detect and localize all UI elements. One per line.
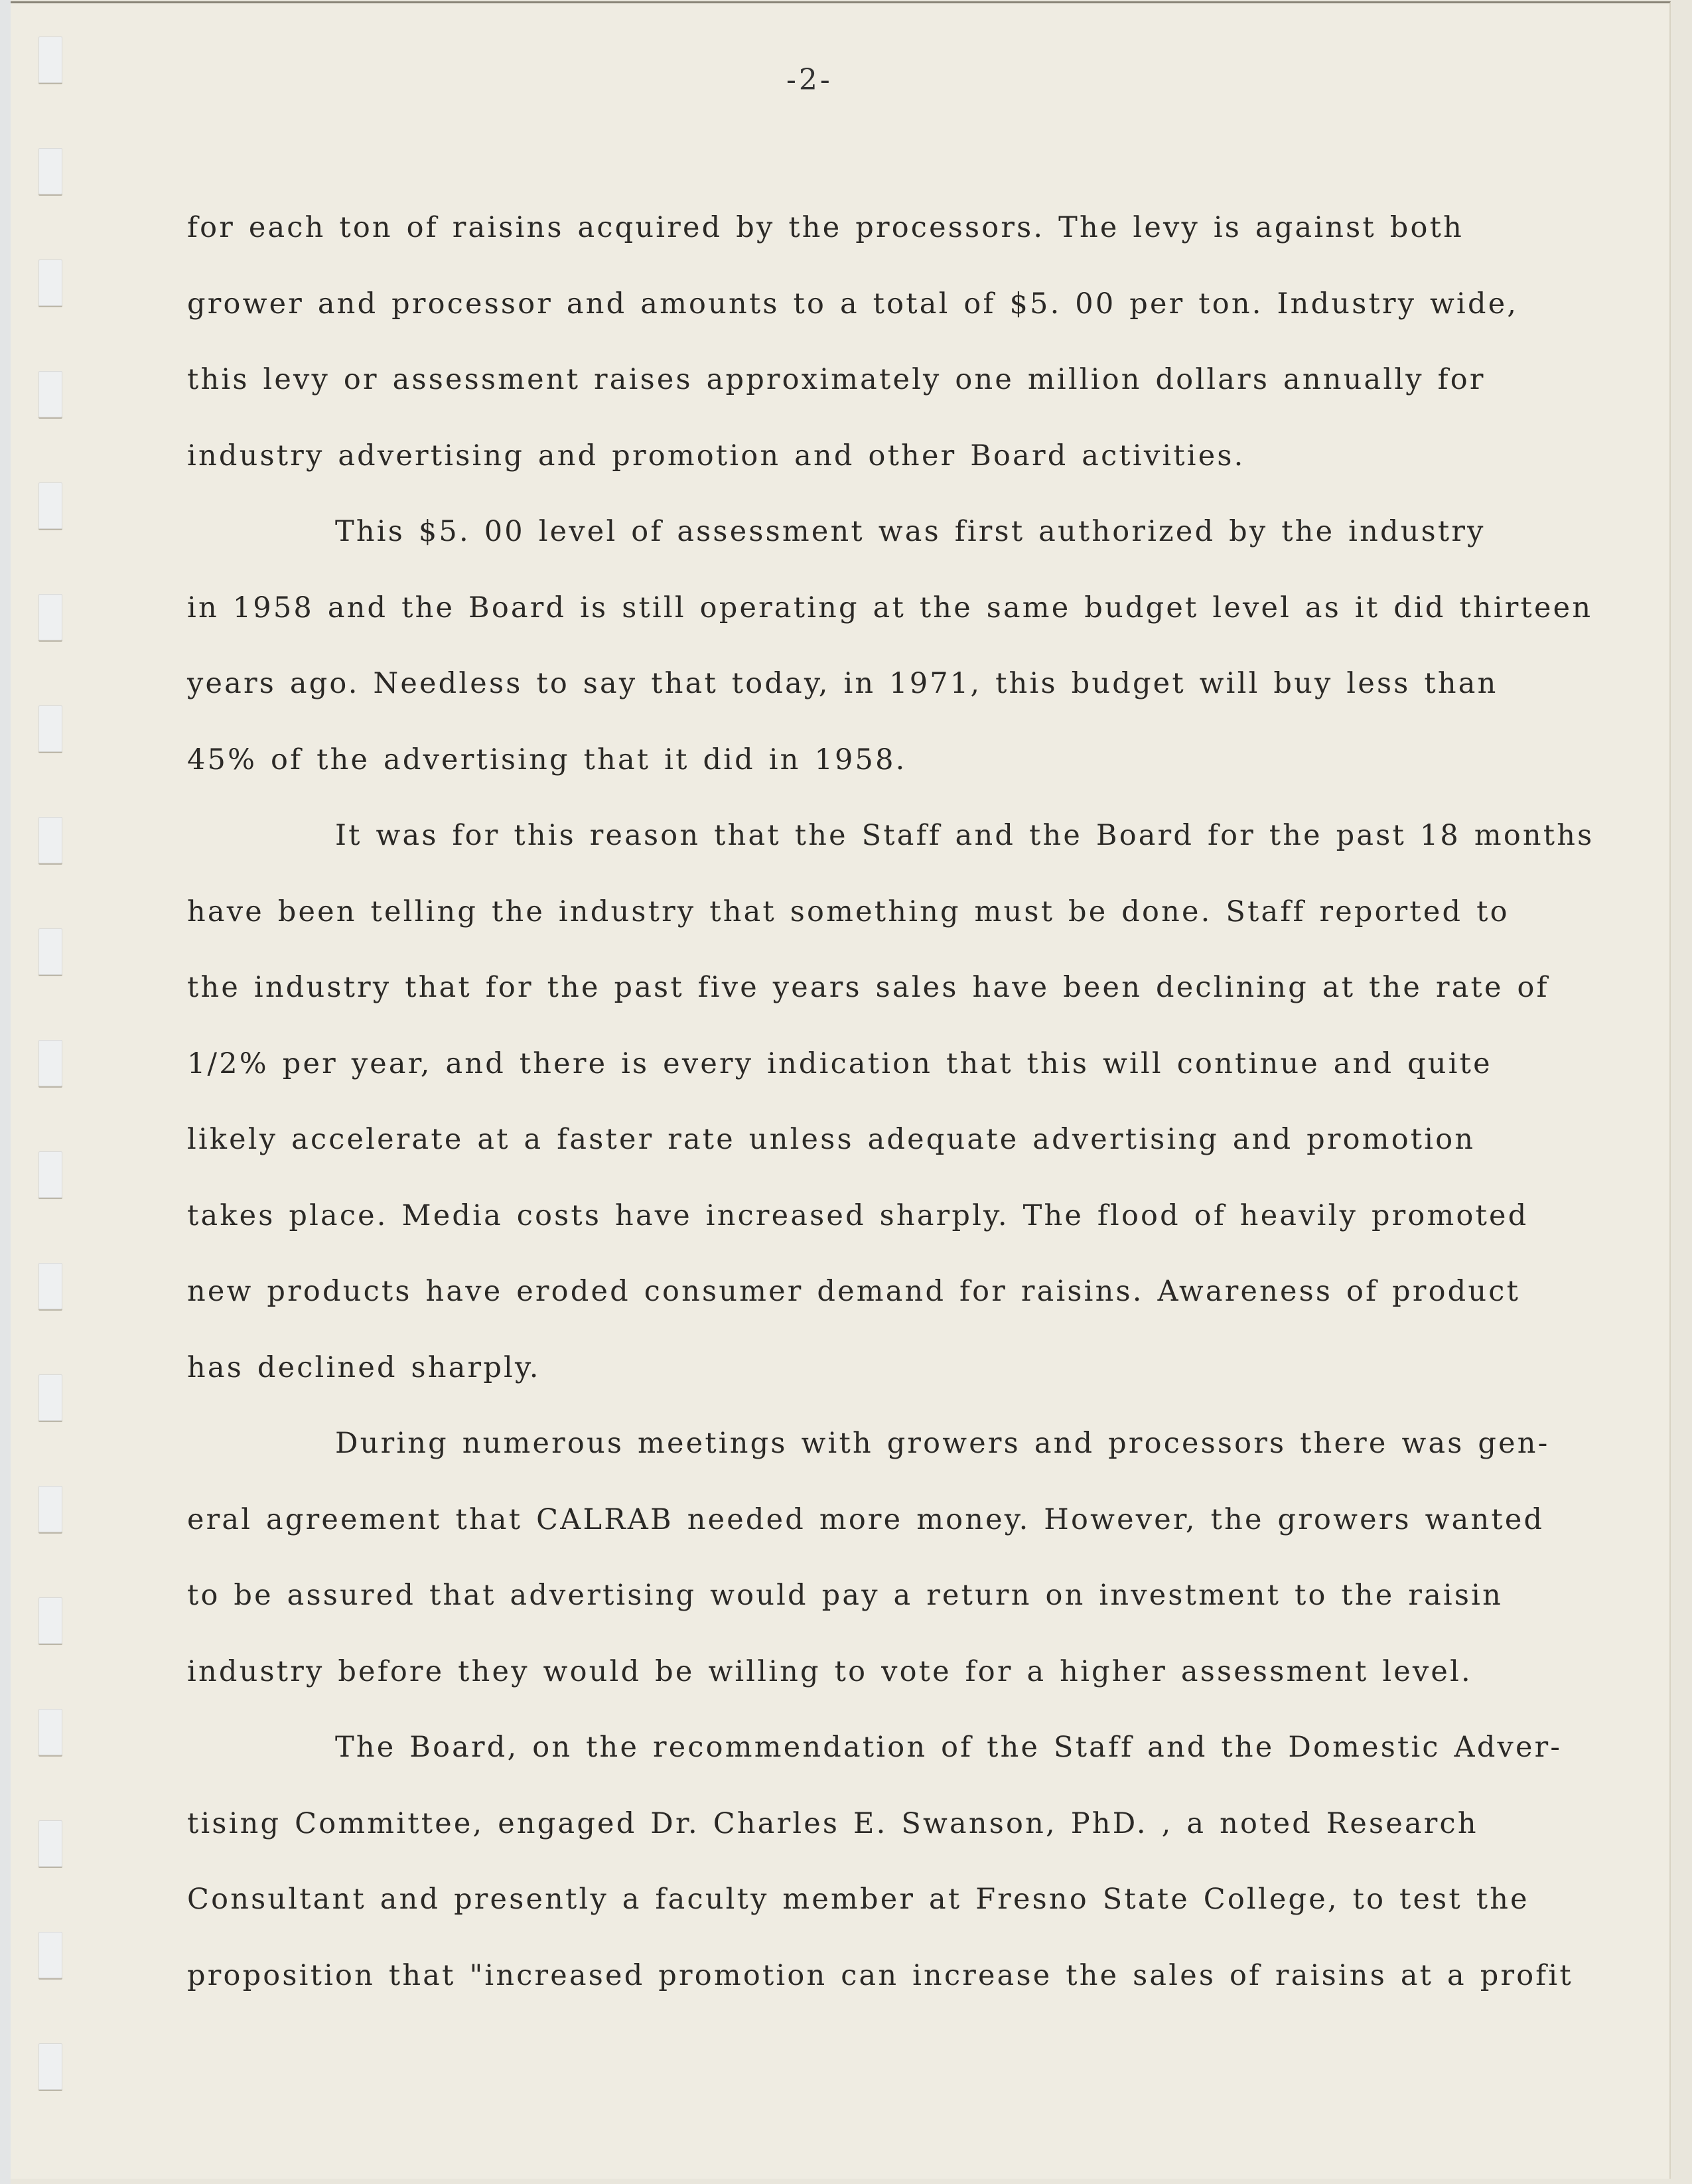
text-line: years ago. Needless to say that today, in 1971, this budget will buy less than — [187, 667, 1498, 700]
text-line: Consultant and presently a faculty member at Fresno State College, to test the — [187, 1883, 1529, 1916]
binder-hole — [38, 1932, 62, 1978]
binder-hole — [38, 594, 62, 640]
text-line: to be assured that advertising would pay a return on investment to the raisin — [187, 1579, 1503, 1612]
binder-hole — [38, 36, 62, 83]
binder-hole — [38, 371, 62, 417]
text-line: During numerous meetings with growers and processors there was gen- — [335, 1427, 1550, 1460]
text-line: for each ton of raisins acquired by the processors. The levy is against both — [187, 211, 1464, 244]
text-line: has declined sharply. — [187, 1350, 541, 1384]
binder-hole — [38, 705, 62, 752]
binder-hole — [38, 1263, 62, 1309]
text-line: have been telling the industry that something must be done. Staff reported to — [187, 895, 1510, 928]
binder-hole — [38, 482, 62, 529]
binder-hole — [38, 1820, 62, 1867]
binder-hole — [38, 259, 62, 306]
text-line: proposition that "increased promotion can increase the sales of raisins at a profit — [187, 1958, 1573, 1992]
text-line: grower and processor and amounts to a total of $5. 00 per ton. Industry wide, — [187, 287, 1519, 321]
text-line: It was for this reason that the Staff and the Board for the past 18 months — [335, 819, 1594, 852]
text-line: 45% of the advertising that it did in 1958. — [187, 743, 907, 776]
text-line: takes place. Media costs have increased sharply. The flood of heavily promoted — [187, 1199, 1529, 1232]
binder-hole — [38, 817, 62, 863]
binder-hole — [38, 1486, 62, 1532]
page-number: -2- — [786, 63, 833, 97]
binder-hole — [38, 1374, 62, 1421]
binder-hole — [38, 1151, 62, 1198]
text-line: industry before they would be willing to vote for a higher assessment level. — [187, 1654, 1472, 1688]
binder-hole — [38, 1040, 62, 1086]
text-line: the industry that for the past five years sales have been declining at the rate of — [187, 971, 1549, 1004]
binder-hole — [38, 1709, 62, 1755]
text-line: industry advertising and promotion and other Board activities. — [187, 439, 1245, 473]
text-line: this levy or assessment raises approximately one million dollars annually for — [187, 363, 1486, 396]
scan-margin — [0, 0, 11, 2184]
text-line: in 1958 and the Board is still operating at the same budget level as it did thirteen — [187, 591, 1593, 624]
text-line: new products have eroded consumer demand for raisins. Awareness of product — [187, 1275, 1521, 1308]
text-line: likely accelerate at a faster rate unless adequate advertising and promotion — [187, 1123, 1476, 1156]
binder-hole — [38, 1597, 62, 1644]
text-line: eral agreement that CALRAB needed more money. However, the growers wanted — [187, 1502, 1545, 1536]
binder-hole — [38, 148, 62, 194]
binder-hole — [38, 2043, 62, 2090]
binder-hole — [38, 928, 62, 975]
text-line: The Board, on the recommendation of the Staff and the Domestic Adver- — [335, 1731, 1563, 1764]
text-line: 1/2% per year, and there is every indication that this will continue and quite — [187, 1047, 1492, 1080]
text-line: This $5. 00 level of assessment was first authorized by the industry — [335, 515, 1486, 548]
text-line: tising Committee, engaged Dr. Charles E. Swanson, PhD. , a noted Research — [187, 1806, 1478, 1840]
document-page — [11, 1, 1671, 2179]
